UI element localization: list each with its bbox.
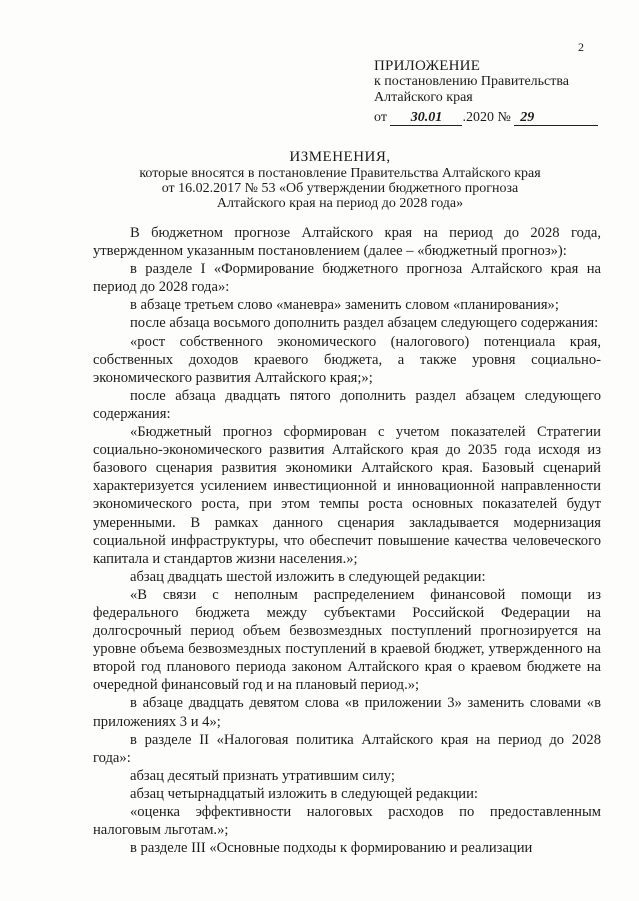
paragraph: абзац десятый признать утратившим силу; [130,767,395,784]
decree-number: 29 [514,111,598,126]
from-label: от [374,110,387,125]
appendix-line-1: к постановлению Правительства [374,74,570,89]
appendix-date-line [374,110,614,126]
appendix-line-2: Алтайского края [374,90,473,105]
paragraph: абзац четырнадцатый изложить в следующей редакции: [130,785,478,802]
document-heading [60,150,620,211]
paragraph: В бюджетном прогнозе Алтайского края на период до 2028 года, утвержденном указанным постановлением (далее – «бюджетный прогноз»): [93,225,601,260]
paragraph: абзац двадцать шестой изложить в следующей редакции: [130,568,486,585]
paragraph: в разделе III «Основные подходы к формированию и реализации [130,840,533,857]
heading-line-1: которые вносятся в постановление Правительства Алтайского края [139,166,541,181]
paragraph: «рост собственного экономического (налогового) потенциала края, собственных доходов краевого бюджета, а также уровня социально-экономического развития Алтайского края;»; [93,333,601,386]
document-body [93,224,601,857]
appendix-title: ПРИЛОЖЕНИЕ [374,58,481,74]
page-number: 2 [578,40,584,54]
appendix-block [374,58,614,126]
paragraph: после абзаца восьмого дополнить раздел абзацем следующего содержания: [130,315,599,332]
paragraph: в разделе II «Налоговая политика Алтайского края на период до 2028 года»: [93,731,601,766]
paragraph: в абзаце двадцать девятом слова «в приложении 3» заменить словами «в приложениях 3 и 4»; [93,695,601,730]
heading-line-3: Алтайского края на период до 2028 года» [216,196,464,211]
heading-line-2: от 16.02.2017 № 53 «Об утверждении бюджетного прогноза [161,181,519,196]
paragraph: в абзаце третьем слово «маневра» заменить словом «планирования»; [130,297,559,314]
paragraph: после абзаца двадцать пятого дополнить раздел абзацем следующего содержания: [93,387,601,422]
year-suffix: .2020 № [462,110,511,125]
decree-date: 30.01 [390,111,462,126]
paragraph: «В связи с неполным распределением финансовой помощи из федерального бюджета между субъектами Российской Федерации на долгосрочный период объем безвозмездных поступлений прогнозируется на уровне объема безвозмездных поступлений в краевой бюджет, утвержденного на второй год планового периода законом Алтайского края о краевом бюджете на очередной финансовый год и на плановый период.»; [93,586,601,694]
heading-title: ИЗМЕНЕНИЯ, [289,149,391,165]
paragraph: «оценка эффективности налоговых расходов по предоставленным налоговым льготам.»; [93,804,601,839]
paragraph: в разделе I «Формирование бюджетного прогноза Алтайского края на период до 2028 года»: [93,261,601,296]
paragraph: «Бюджетный прогноз сформирован с учетом показателей Стратегии социально-экономического развития Алтайского края до 2035 года исходя из базового сценария развития экономики Алтайского края. Базовый сценарий характеризуется усилением инвестиционной и инновационной направленности экономического роста, при этом темпы роста основных показателей будут умеренными. В рамках данного сценария закладывается модернизация социальной инфраструктуры, что обеспечит повышение качества человеческого капитала и стандартов жизни населения.»; [93,424,601,567]
